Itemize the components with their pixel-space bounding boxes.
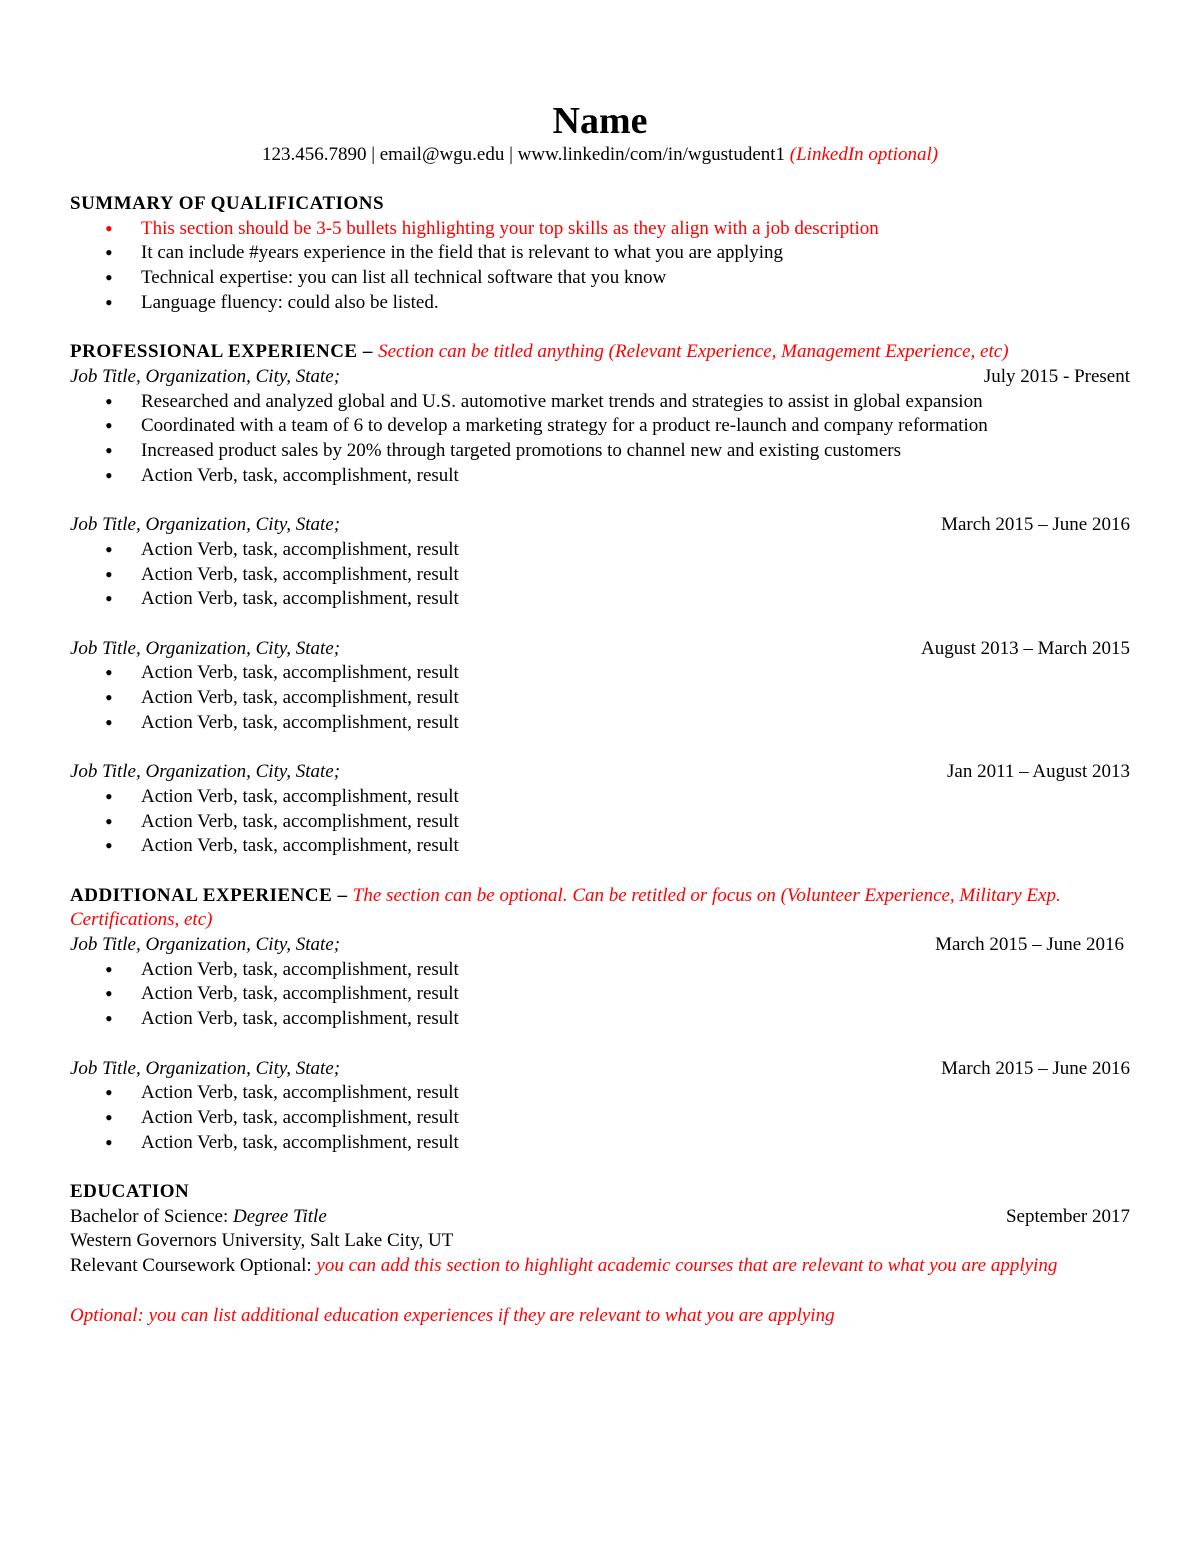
professional-note: Section can be titled anything (Relevant Experience, Management Experience, etc) — [378, 341, 1009, 363]
job-dates: August 2013 – March 2015 — [921, 637, 1130, 659]
contact-note: (LinkedIn optional) — [789, 144, 939, 165]
candidate-name: Name — [552, 100, 648, 142]
degree-text — [70, 1205, 327, 1230]
professional-dash: – — [357, 341, 379, 363]
job-title: Job Title, Organization, City, State; — [70, 514, 341, 536]
job-header — [70, 1057, 1130, 1082]
degree-line — [70, 1205, 1130, 1230]
job-title: Job Title, Organization, City, State; — [70, 934, 341, 956]
job-header — [70, 933, 1130, 958]
professional-heading: PROFESSIONAL EXPERIENCE — [70, 341, 358, 363]
job-title: Job Title, Organization, City, State; — [70, 365, 341, 387]
resume-body — [70, 192, 1130, 1328]
job-header — [70, 637, 1130, 662]
job-bullet: • Action Verb, task, accomplishment, result — [141, 810, 1130, 835]
additional-heading: ADDITIONAL EXPERIENCE — [70, 884, 333, 906]
school-line: Western Governors University, Salt Lake City, UT — [70, 1230, 454, 1252]
job-bullets — [70, 1081, 1130, 1155]
contact-info: 123.456.7890 | email@wgu.edu | www.linkedin/com/in/wgustudent1 — [261, 144, 786, 165]
job-bullet: • Action Verb, task, accomplishment, result — [141, 785, 1130, 810]
job-header — [70, 365, 1130, 390]
summary-bullet: • Technical expertise: you can list all technical software that you know — [141, 266, 1130, 291]
job-bullet: • Coordinated with a team of 6 to develop a marketing strategy for a product re-launch and company reformation — [141, 414, 1130, 439]
job-title: Job Title, Organization, City, State; — [70, 761, 341, 783]
job-bullet: • Researched and analyzed global and U.S. automotive market trends and strategies to assist in global expansion — [141, 390, 1130, 415]
education-heading: EDUCATION — [70, 1181, 190, 1203]
additional-note: The section can be optional. Can be retitled or focus on (Volunteer Experience, Military Exp. Certifications, etc) — [70, 884, 1061, 931]
job-title: Job Title, Organization, City, State; — [70, 1057, 341, 1079]
job-bullet: • Action Verb, task, accomplishment, result — [141, 958, 1130, 983]
job-dates: Jan 2011 – August 2013 — [947, 761, 1130, 783]
summary-list — [70, 217, 1130, 316]
job-bullet: • Increased product sales by 20% through targeted promotions to channel new and existing customers — [141, 439, 1130, 464]
job-dates: March 2015 – June 2016 — [941, 514, 1130, 536]
job-bullets — [70, 661, 1130, 735]
coursework-label: Relevant Coursework Optional: — [70, 1255, 317, 1277]
job-bullets — [70, 390, 1130, 489]
job-bullet: • Action Verb, task, accomplishment, result — [141, 982, 1130, 1007]
graduation-date: September 2017 — [1005, 1205, 1130, 1227]
job-dates: March 2015 – June 2016 — [935, 934, 1124, 956]
contact-line — [0, 143, 1200, 167]
additional-heading-line — [70, 884, 1130, 933]
job-bullet: • Action Verb, task, accomplishment, result — [141, 538, 1130, 563]
professional-heading-line — [70, 340, 1130, 365]
job-bullet: • Action Verb, task, accomplishment, result — [141, 834, 1130, 859]
job-bullet: • Action Verb, task, accomplishment, result — [141, 587, 1130, 612]
job-header — [70, 513, 1130, 538]
job-dates: July 2015 - Present — [983, 365, 1130, 387]
job-dates: March 2015 – June 2016 — [941, 1057, 1130, 1079]
coursework-note: you can add this section to highlight academic courses that are relevant to what you are applying — [316, 1255, 1058, 1277]
summary-bullet: • This section should be 3-5 bullets highlighting your top skills as they align with a job description — [141, 217, 1130, 242]
job-header — [70, 760, 1130, 785]
job-bullets — [70, 785, 1130, 859]
job-bullets — [70, 958, 1130, 1032]
summary-bullet: • Language fluency: could also be listed. — [141, 291, 1130, 316]
summary-heading: SUMMARY OF QUALIFICATIONS — [70, 193, 385, 214]
job-title: Job Title, Organization, City, State; — [70, 637, 341, 659]
coursework-line — [70, 1254, 1130, 1279]
degree-title: Degree Title — [233, 1205, 327, 1227]
job-bullet: • Action Verb, task, accomplishment, result — [141, 1081, 1130, 1106]
job-bullet: • Action Verb, task, accomplishment, result — [141, 686, 1130, 711]
job-bullet: • Action Verb, task, accomplishment, result — [141, 711, 1130, 736]
job-bullets — [70, 538, 1130, 612]
job-bullet: • Action Verb, task, accomplishment, result — [141, 563, 1130, 588]
additional-dash: – — [332, 884, 353, 906]
optional-education-note: Optional: you can list additional education experiences if they are relevant to what you are applying — [70, 1304, 835, 1326]
summary-bullet: • It can include #years experience in the field that is relevant to what you are applying — [141, 241, 1130, 266]
job-bullet: • Action Verb, task, accomplishment, result — [141, 661, 1130, 686]
degree-label: Bachelor of Science: — [70, 1205, 234, 1227]
job-bullet: • Action Verb, task, accomplishment, result — [141, 1007, 1130, 1032]
job-bullet: • Action Verb, task, accomplishment, result — [141, 1131, 1130, 1156]
job-bullet: • Action Verb, task, accomplishment, result — [141, 1106, 1130, 1131]
job-bullet: • Action Verb, task, accomplishment, result — [141, 464, 1130, 489]
